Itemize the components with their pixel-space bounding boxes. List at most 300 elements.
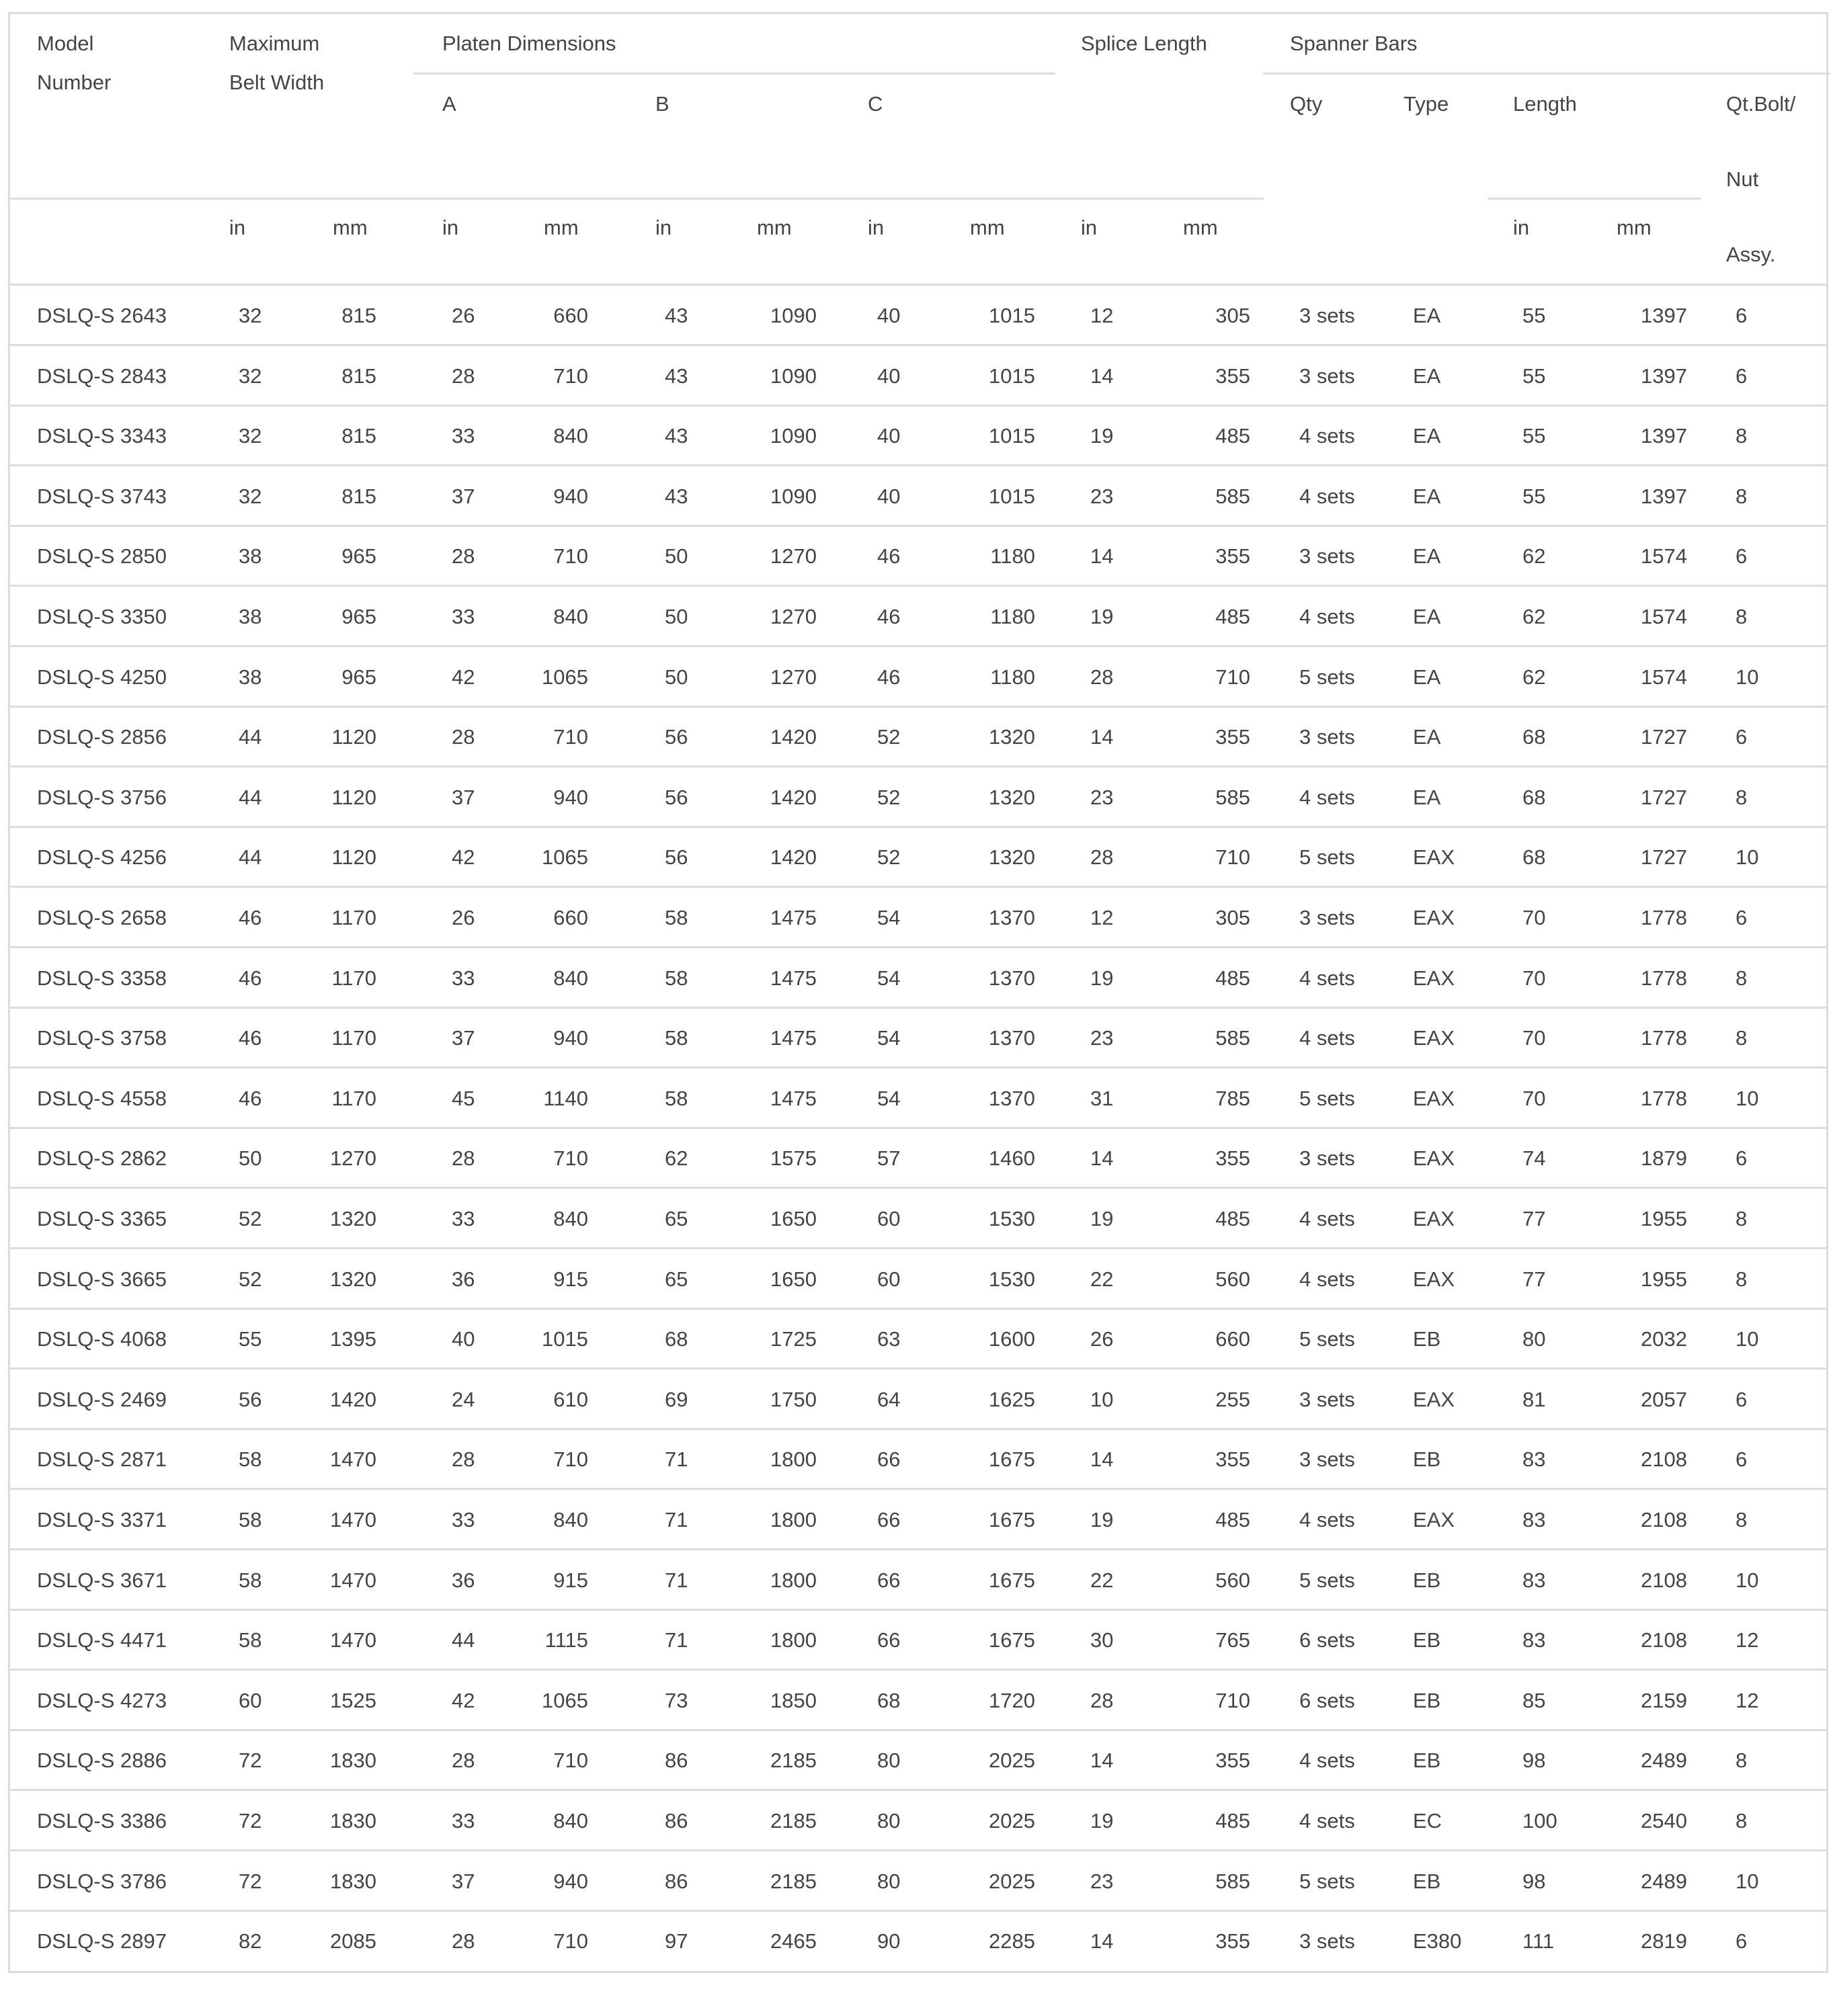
cell-b-in: 56 <box>665 785 688 809</box>
cell-type: EB <box>1413 1869 1441 1893</box>
table-row <box>10 1730 1826 1791</box>
cell-a-mm: 710 <box>553 364 588 388</box>
cell-type: EA <box>1413 785 1441 809</box>
cell-qty: 3 sets <box>1299 1146 1355 1171</box>
cell-b-in: 43 <box>665 364 688 388</box>
cell-c-mm: 1015 <box>989 364 1035 388</box>
cell-b-mm: 1090 <box>770 484 817 508</box>
cell-c-in: 90 <box>877 1929 901 1954</box>
cell-qty: 5 sets <box>1299 1568 1355 1592</box>
cell-c-mm: 1180 <box>990 665 1035 689</box>
cell-c-in: 66 <box>877 1628 901 1652</box>
cell-belt-mm: 2085 <box>330 1929 376 1954</box>
cell-bolt: 8 <box>1736 1809 1748 1833</box>
cell-model: DSLQ-S 2871 <box>37 1447 167 1472</box>
cell-len-in: 62 <box>1522 665 1546 689</box>
cell-bolt: 10 <box>1736 1568 1759 1592</box>
cell-len-mm: 1574 <box>1641 665 1687 689</box>
cell-c-in: 68 <box>877 1688 901 1712</box>
cell-len-in: 55 <box>1522 304 1546 327</box>
cell-type: EC <box>1413 1809 1442 1833</box>
cell-b-in: 62 <box>665 1146 688 1171</box>
cell-b-in: 56 <box>665 845 688 870</box>
cell-belt-in: 72 <box>239 1809 262 1833</box>
cell-b-mm: 1270 <box>770 665 817 689</box>
cell-model: DSLQ-S 2469 <box>37 1387 167 1411</box>
header-divider-platen <box>413 73 1055 75</box>
cell-belt-mm: 1525 <box>330 1688 376 1712</box>
cell-len-mm: 1397 <box>1641 484 1687 508</box>
cell-a-in: 28 <box>452 1447 475 1472</box>
cell-model: DSLQ-S 3671 <box>37 1568 167 1592</box>
header-platen-dimensions: Platen Dimensions <box>442 32 616 55</box>
cell-len-in: 98 <box>1522 1749 1546 1773</box>
cell-type: EAX <box>1413 1387 1455 1411</box>
cell-a-mm: 840 <box>553 1508 588 1531</box>
cell-belt-in: 52 <box>239 1267 262 1291</box>
cell-splice-in: 31 <box>1090 1086 1114 1110</box>
cell-qty: 6 sets <box>1299 1628 1355 1652</box>
table-row <box>10 466 1826 527</box>
cell-type: EAX <box>1413 1508 1455 1531</box>
cell-bolt: 6 <box>1736 725 1748 749</box>
cell-splice-mm: 560 <box>1215 1267 1250 1291</box>
cell-b-mm: 2465 <box>770 1929 817 1954</box>
cell-type: EB <box>1413 1628 1441 1652</box>
cell-type: EA <box>1413 424 1441 448</box>
cell-b-mm: 2185 <box>770 1749 817 1773</box>
cell-b-mm: 1420 <box>770 845 817 870</box>
cell-type: EAX <box>1413 1146 1455 1171</box>
cell-a-mm: 1065 <box>542 665 588 689</box>
cell-len-mm: 1574 <box>1641 605 1687 628</box>
cell-a-mm: 940 <box>553 1869 588 1893</box>
cell-bolt: 8 <box>1736 1749 1748 1773</box>
cell-b-mm: 1650 <box>770 1267 817 1291</box>
cell-len-in: 83 <box>1522 1628 1546 1652</box>
cell-c-mm: 1320 <box>989 845 1035 870</box>
cell-belt-in: 44 <box>239 725 262 749</box>
cell-bolt: 10 <box>1736 665 1759 689</box>
cell-len-in: 77 <box>1522 1267 1546 1291</box>
cell-b-mm: 2185 <box>770 1809 817 1833</box>
cell-b-mm: 1475 <box>770 906 817 929</box>
cell-len-in: 85 <box>1522 1688 1546 1712</box>
cell-belt-in: 55 <box>239 1327 262 1351</box>
cell-c-in: 54 <box>877 1026 901 1050</box>
cell-splice-mm: 485 <box>1215 966 1250 990</box>
header-spanner-length: Length <box>1513 92 1577 116</box>
cell-b-in: 71 <box>665 1568 688 1592</box>
cell-a-in: 33 <box>452 966 475 990</box>
cell-b-mm: 2185 <box>770 1869 817 1893</box>
cell-bolt: 8 <box>1736 1508 1748 1531</box>
cell-a-in: 44 <box>452 1628 475 1652</box>
cell-model: DSLQ-S 2886 <box>37 1749 167 1773</box>
cell-belt-mm: 1420 <box>330 1387 376 1411</box>
cell-model: DSLQ-S 2897 <box>37 1929 167 1954</box>
cell-b-mm: 1475 <box>770 1086 817 1110</box>
cell-c-mm: 1675 <box>989 1447 1035 1472</box>
cell-qty: 4 sets <box>1299 966 1355 990</box>
cell-c-mm: 1720 <box>989 1688 1035 1712</box>
cell-b-mm: 1090 <box>770 364 817 388</box>
cell-b-mm: 1725 <box>770 1327 817 1351</box>
cell-belt-mm: 1830 <box>330 1869 376 1893</box>
cell-c-in: 60 <box>877 1267 901 1291</box>
cell-c-in: 80 <box>877 1809 901 1833</box>
cell-len-in: 111 <box>1522 1929 1555 1954</box>
cell-a-in: 26 <box>452 906 475 929</box>
cell-type: EB <box>1413 1327 1441 1351</box>
cell-type: EA <box>1413 484 1441 508</box>
cell-c-mm: 1370 <box>989 1086 1035 1110</box>
cell-b-in: 58 <box>665 1026 688 1050</box>
cell-c-in: 54 <box>877 906 901 929</box>
cell-belt-in: 46 <box>239 1086 262 1110</box>
cell-a-in: 28 <box>452 1929 475 1954</box>
cell-belt-mm: 1270 <box>330 1146 376 1171</box>
cell-a-in: 40 <box>452 1327 475 1351</box>
cell-a-in: 37 <box>452 1026 475 1050</box>
cell-c-in: 66 <box>877 1447 901 1472</box>
cell-a-in: 28 <box>452 1146 475 1171</box>
cell-b-in: 65 <box>665 1207 688 1230</box>
cell-model: DSLQ-S 4250 <box>37 665 167 689</box>
cell-belt-mm: 815 <box>341 424 376 448</box>
cell-model: DSLQ-S 3786 <box>37 1869 167 1893</box>
cell-len-mm: 2108 <box>1641 1568 1687 1592</box>
cell-model: DSLQ-S 3386 <box>37 1809 167 1833</box>
cell-a-in: 37 <box>452 484 475 508</box>
unit-a-mm: mm <box>544 216 579 239</box>
cell-splice-mm: 710 <box>1215 845 1250 870</box>
cell-splice-mm: 355 <box>1215 364 1250 388</box>
cell-bolt: 8 <box>1736 1207 1748 1230</box>
cell-belt-mm: 1170 <box>331 1086 376 1110</box>
cell-bolt: 8 <box>1736 1267 1748 1291</box>
cell-c-mm: 1625 <box>989 1387 1035 1411</box>
cell-splice-in: 19 <box>1090 424 1114 448</box>
cell-belt-mm: 1120 <box>331 785 376 809</box>
cell-belt-mm: 1470 <box>330 1628 376 1652</box>
cell-len-mm: 1397 <box>1641 304 1687 327</box>
cell-a-mm: 840 <box>553 605 588 628</box>
cell-belt-in: 32 <box>239 304 262 327</box>
cell-len-mm: 1574 <box>1641 544 1687 569</box>
cell-splice-in: 23 <box>1090 1026 1114 1050</box>
cell-b-mm: 1800 <box>770 1628 817 1652</box>
cell-len-in: 70 <box>1522 966 1546 990</box>
cell-a-mm: 710 <box>553 1929 588 1954</box>
cell-qty: 3 sets <box>1299 1929 1355 1954</box>
cell-b-in: 43 <box>665 424 688 448</box>
cell-belt-in: 58 <box>239 1568 262 1592</box>
table-row <box>10 1128 1826 1189</box>
header-spanner-bars: Spanner Bars <box>1290 32 1418 55</box>
table-row <box>10 286 1826 346</box>
cell-a-mm: 710 <box>553 544 588 569</box>
cell-b-mm: 1090 <box>770 304 817 327</box>
cell-bolt: 6 <box>1736 1387 1748 1411</box>
cell-belt-in: 32 <box>239 484 262 508</box>
cell-a-mm: 840 <box>553 966 588 990</box>
cell-a-mm: 610 <box>553 1387 588 1411</box>
header-platen-c: C <box>868 92 883 116</box>
cell-splice-mm: 305 <box>1215 906 1250 929</box>
header-divider-units-length <box>1488 198 1701 200</box>
cell-bolt: 8 <box>1736 785 1748 809</box>
cell-qty: 4 sets <box>1299 1026 1355 1050</box>
cell-a-in: 42 <box>452 845 475 870</box>
cell-b-mm: 1800 <box>770 1508 817 1531</box>
cell-b-in: 58 <box>665 1086 688 1110</box>
cell-bolt: 6 <box>1736 304 1748 327</box>
cell-qty: 4 sets <box>1299 1508 1355 1531</box>
cell-b-in: 86 <box>665 1869 688 1893</box>
cell-bolt: 8 <box>1736 1026 1748 1050</box>
cell-bolt: 6 <box>1736 906 1748 929</box>
cell-model: DSLQ-S 2643 <box>37 304 167 327</box>
cell-belt-mm: 965 <box>341 605 376 628</box>
cell-model: DSLQ-S 3371 <box>37 1508 167 1531</box>
cell-b-mm: 1475 <box>770 1026 817 1050</box>
table-row <box>10 888 1826 948</box>
cell-c-mm: 1370 <box>989 1026 1035 1050</box>
cell-c-in: 80 <box>877 1749 901 1773</box>
cell-a-mm: 840 <box>553 424 588 448</box>
cell-belt-in: 38 <box>239 544 262 569</box>
cell-a-mm: 1115 <box>544 1628 588 1652</box>
cell-a-mm: 1015 <box>542 1327 588 1351</box>
cell-a-mm: 840 <box>553 1207 588 1230</box>
cell-splice-in: 26 <box>1090 1327 1114 1351</box>
cell-type: EB <box>1413 1749 1441 1773</box>
cell-splice-in: 28 <box>1090 1688 1114 1712</box>
cell-belt-in: 60 <box>239 1688 262 1712</box>
cell-qty: 6 sets <box>1299 1688 1355 1712</box>
cell-splice-in: 22 <box>1090 1568 1114 1592</box>
cell-splice-mm: 355 <box>1215 725 1250 749</box>
cell-c-in: 40 <box>877 364 901 388</box>
cell-splice-in: 23 <box>1090 484 1114 508</box>
cell-a-in: 45 <box>452 1086 475 1110</box>
cell-bolt: 6 <box>1736 1929 1748 1954</box>
cell-c-in: 54 <box>877 1086 901 1110</box>
cell-b-mm: 1800 <box>770 1447 817 1472</box>
cell-len-mm: 1879 <box>1641 1146 1687 1171</box>
cell-bolt: 10 <box>1736 845 1759 870</box>
cell-b-in: 97 <box>665 1929 688 1954</box>
cell-splice-mm: 660 <box>1215 1327 1250 1351</box>
cell-belt-in: 58 <box>239 1447 262 1472</box>
table-row <box>10 948 1826 1009</box>
cell-c-mm: 1675 <box>989 1628 1035 1652</box>
cell-splice-in: 19 <box>1090 1508 1114 1531</box>
cell-splice-in: 14 <box>1090 364 1114 388</box>
table-row <box>10 647 1826 708</box>
cell-qty: 3 sets <box>1299 364 1355 388</box>
cell-type: EB <box>1413 1447 1441 1472</box>
cell-a-in: 42 <box>452 1688 475 1712</box>
cell-b-in: 58 <box>665 906 688 929</box>
cell-a-mm: 840 <box>553 1809 588 1833</box>
cell-len-mm: 2057 <box>1641 1387 1687 1411</box>
cell-splice-in: 22 <box>1090 1267 1114 1291</box>
cell-splice-mm: 355 <box>1215 1146 1250 1171</box>
header-bolt-line1: Qt.Bolt/ <box>1726 92 1796 116</box>
cell-belt-in: 32 <box>239 364 262 388</box>
cell-qty: 3 sets <box>1299 906 1355 929</box>
cell-len-in: 68 <box>1522 725 1546 749</box>
cell-splice-in: 14 <box>1090 1929 1114 1954</box>
cell-c-in: 54 <box>877 966 901 990</box>
cell-c-in: 40 <box>877 484 901 508</box>
cell-b-in: 50 <box>665 605 688 628</box>
cell-a-in: 33 <box>452 1207 475 1230</box>
table-row <box>10 1671 1826 1731</box>
header-belt-width-line1: Maximum <box>229 32 320 55</box>
cell-len-mm: 1778 <box>1641 1086 1687 1110</box>
cell-type: EA <box>1413 605 1441 628</box>
cell-belt-in: 52 <box>239 1207 262 1230</box>
cell-type: EAX <box>1413 1086 1455 1110</box>
cell-c-mm: 1180 <box>990 605 1035 628</box>
cell-splice-mm: 355 <box>1215 1929 1250 1954</box>
cell-c-in: 64 <box>877 1387 901 1411</box>
table-row <box>10 1791 1826 1851</box>
cell-type: E380 <box>1413 1929 1462 1954</box>
header-platen-b: B <box>655 92 669 116</box>
table-row <box>10 346 1826 407</box>
cell-splice-in: 19 <box>1090 605 1114 628</box>
cell-b-in: 58 <box>665 966 688 990</box>
cell-b-in: 43 <box>665 304 688 327</box>
cell-bolt: 8 <box>1736 484 1748 508</box>
cell-splice-in: 19 <box>1090 1809 1114 1833</box>
cell-len-mm: 2489 <box>1641 1749 1687 1773</box>
cell-b-mm: 1800 <box>770 1568 817 1592</box>
cell-a-mm: 1065 <box>542 1688 588 1712</box>
cell-qty: 5 sets <box>1299 665 1355 689</box>
cell-len-in: 100 <box>1522 1809 1557 1833</box>
cell-c-mm: 1015 <box>989 484 1035 508</box>
cell-bolt: 10 <box>1736 1869 1759 1893</box>
cell-len-in: 68 <box>1522 785 1546 809</box>
cell-len-mm: 1727 <box>1641 725 1687 749</box>
cell-c-mm: 1180 <box>990 544 1035 569</box>
cell-splice-mm: 710 <box>1215 665 1250 689</box>
cell-belt-in: 38 <box>239 605 262 628</box>
cell-b-mm: 1090 <box>770 424 817 448</box>
cell-qty: 4 sets <box>1299 424 1355 448</box>
cell-c-mm: 1015 <box>989 424 1035 448</box>
cell-belt-mm: 1170 <box>331 966 376 990</box>
cell-belt-mm: 1470 <box>330 1508 376 1531</box>
cell-model: DSLQ-S 4256 <box>37 845 167 870</box>
cell-a-mm: 660 <box>553 906 588 929</box>
cell-b-in: 69 <box>665 1387 688 1411</box>
cell-belt-mm: 965 <box>341 665 376 689</box>
cell-qty: 4 sets <box>1299 785 1355 809</box>
cell-splice-in: 23 <box>1090 785 1114 809</box>
cell-type: EA <box>1413 665 1441 689</box>
unit-belt-in: in <box>229 216 246 239</box>
cell-qty: 5 sets <box>1299 845 1355 870</box>
cell-len-mm: 1955 <box>1641 1267 1687 1291</box>
cell-c-mm: 1370 <box>989 906 1035 929</box>
cell-belt-mm: 1120 <box>331 725 376 749</box>
unit-length-mm: mm <box>1617 216 1652 239</box>
cell-type: EAX <box>1413 1026 1455 1050</box>
cell-a-mm: 940 <box>553 1026 588 1050</box>
cell-len-mm: 2108 <box>1641 1508 1687 1531</box>
cell-c-mm: 1015 <box>989 304 1035 327</box>
cell-belt-mm: 1830 <box>330 1809 376 1833</box>
cell-a-in: 36 <box>452 1267 475 1291</box>
cell-qty: 3 sets <box>1299 544 1355 569</box>
cell-splice-in: 28 <box>1090 665 1114 689</box>
table-row <box>10 707 1826 767</box>
cell-bolt: 6 <box>1736 364 1748 388</box>
cell-splice-in: 23 <box>1090 1869 1114 1893</box>
table-row <box>10 406 1826 466</box>
cell-model: DSLQ-S 2850 <box>37 544 167 569</box>
cell-b-mm: 1575 <box>770 1146 817 1171</box>
cell-bolt: 10 <box>1736 1327 1759 1351</box>
cell-a-mm: 710 <box>553 725 588 749</box>
cell-qty: 5 sets <box>1299 1086 1355 1110</box>
cell-b-in: 73 <box>665 1688 688 1712</box>
cell-qty: 4 sets <box>1299 484 1355 508</box>
cell-qty: 5 sets <box>1299 1869 1355 1893</box>
cell-c-in: 52 <box>877 845 901 870</box>
cell-belt-mm: 1830 <box>330 1749 376 1773</box>
unit-c-in: in <box>868 216 885 239</box>
unit-length-in: in <box>1513 216 1530 239</box>
cell-len-in: 55 <box>1522 424 1546 448</box>
cell-a-in: 36 <box>452 1568 475 1592</box>
cell-len-mm: 1955 <box>1641 1207 1687 1230</box>
cell-belt-mm: 1170 <box>331 1026 376 1050</box>
cell-type: EAX <box>1413 1207 1455 1230</box>
cell-b-mm: 1750 <box>770 1387 817 1411</box>
cell-c-in: 66 <box>877 1568 901 1592</box>
cell-bolt: 6 <box>1736 544 1748 569</box>
cell-splice-mm: 710 <box>1215 1688 1250 1712</box>
cell-len-mm: 1397 <box>1641 364 1687 388</box>
unit-b-mm: mm <box>757 216 792 239</box>
cell-model: DSLQ-S 4273 <box>37 1688 167 1712</box>
cell-b-mm: 1475 <box>770 966 817 990</box>
cell-belt-mm: 815 <box>341 364 376 388</box>
cell-b-in: 86 <box>665 1749 688 1773</box>
cell-qty: 4 sets <box>1299 1207 1355 1230</box>
cell-b-in: 50 <box>665 665 688 689</box>
cell-model: DSLQ-S 4558 <box>37 1086 167 1110</box>
cell-model: DSLQ-S 3358 <box>37 966 167 990</box>
cell-c-mm: 2025 <box>989 1749 1035 1773</box>
cell-b-mm: 1850 <box>770 1688 817 1712</box>
unit-belt-mm: mm <box>333 216 368 239</box>
cell-c-in: 46 <box>877 605 901 628</box>
cell-type: EA <box>1413 725 1441 749</box>
table-row <box>10 1068 1826 1129</box>
cell-belt-in: 46 <box>239 966 262 990</box>
cell-splice-mm: 305 <box>1215 304 1250 327</box>
cell-qty: 4 sets <box>1299 1809 1355 1833</box>
cell-c-in: 52 <box>877 785 901 809</box>
